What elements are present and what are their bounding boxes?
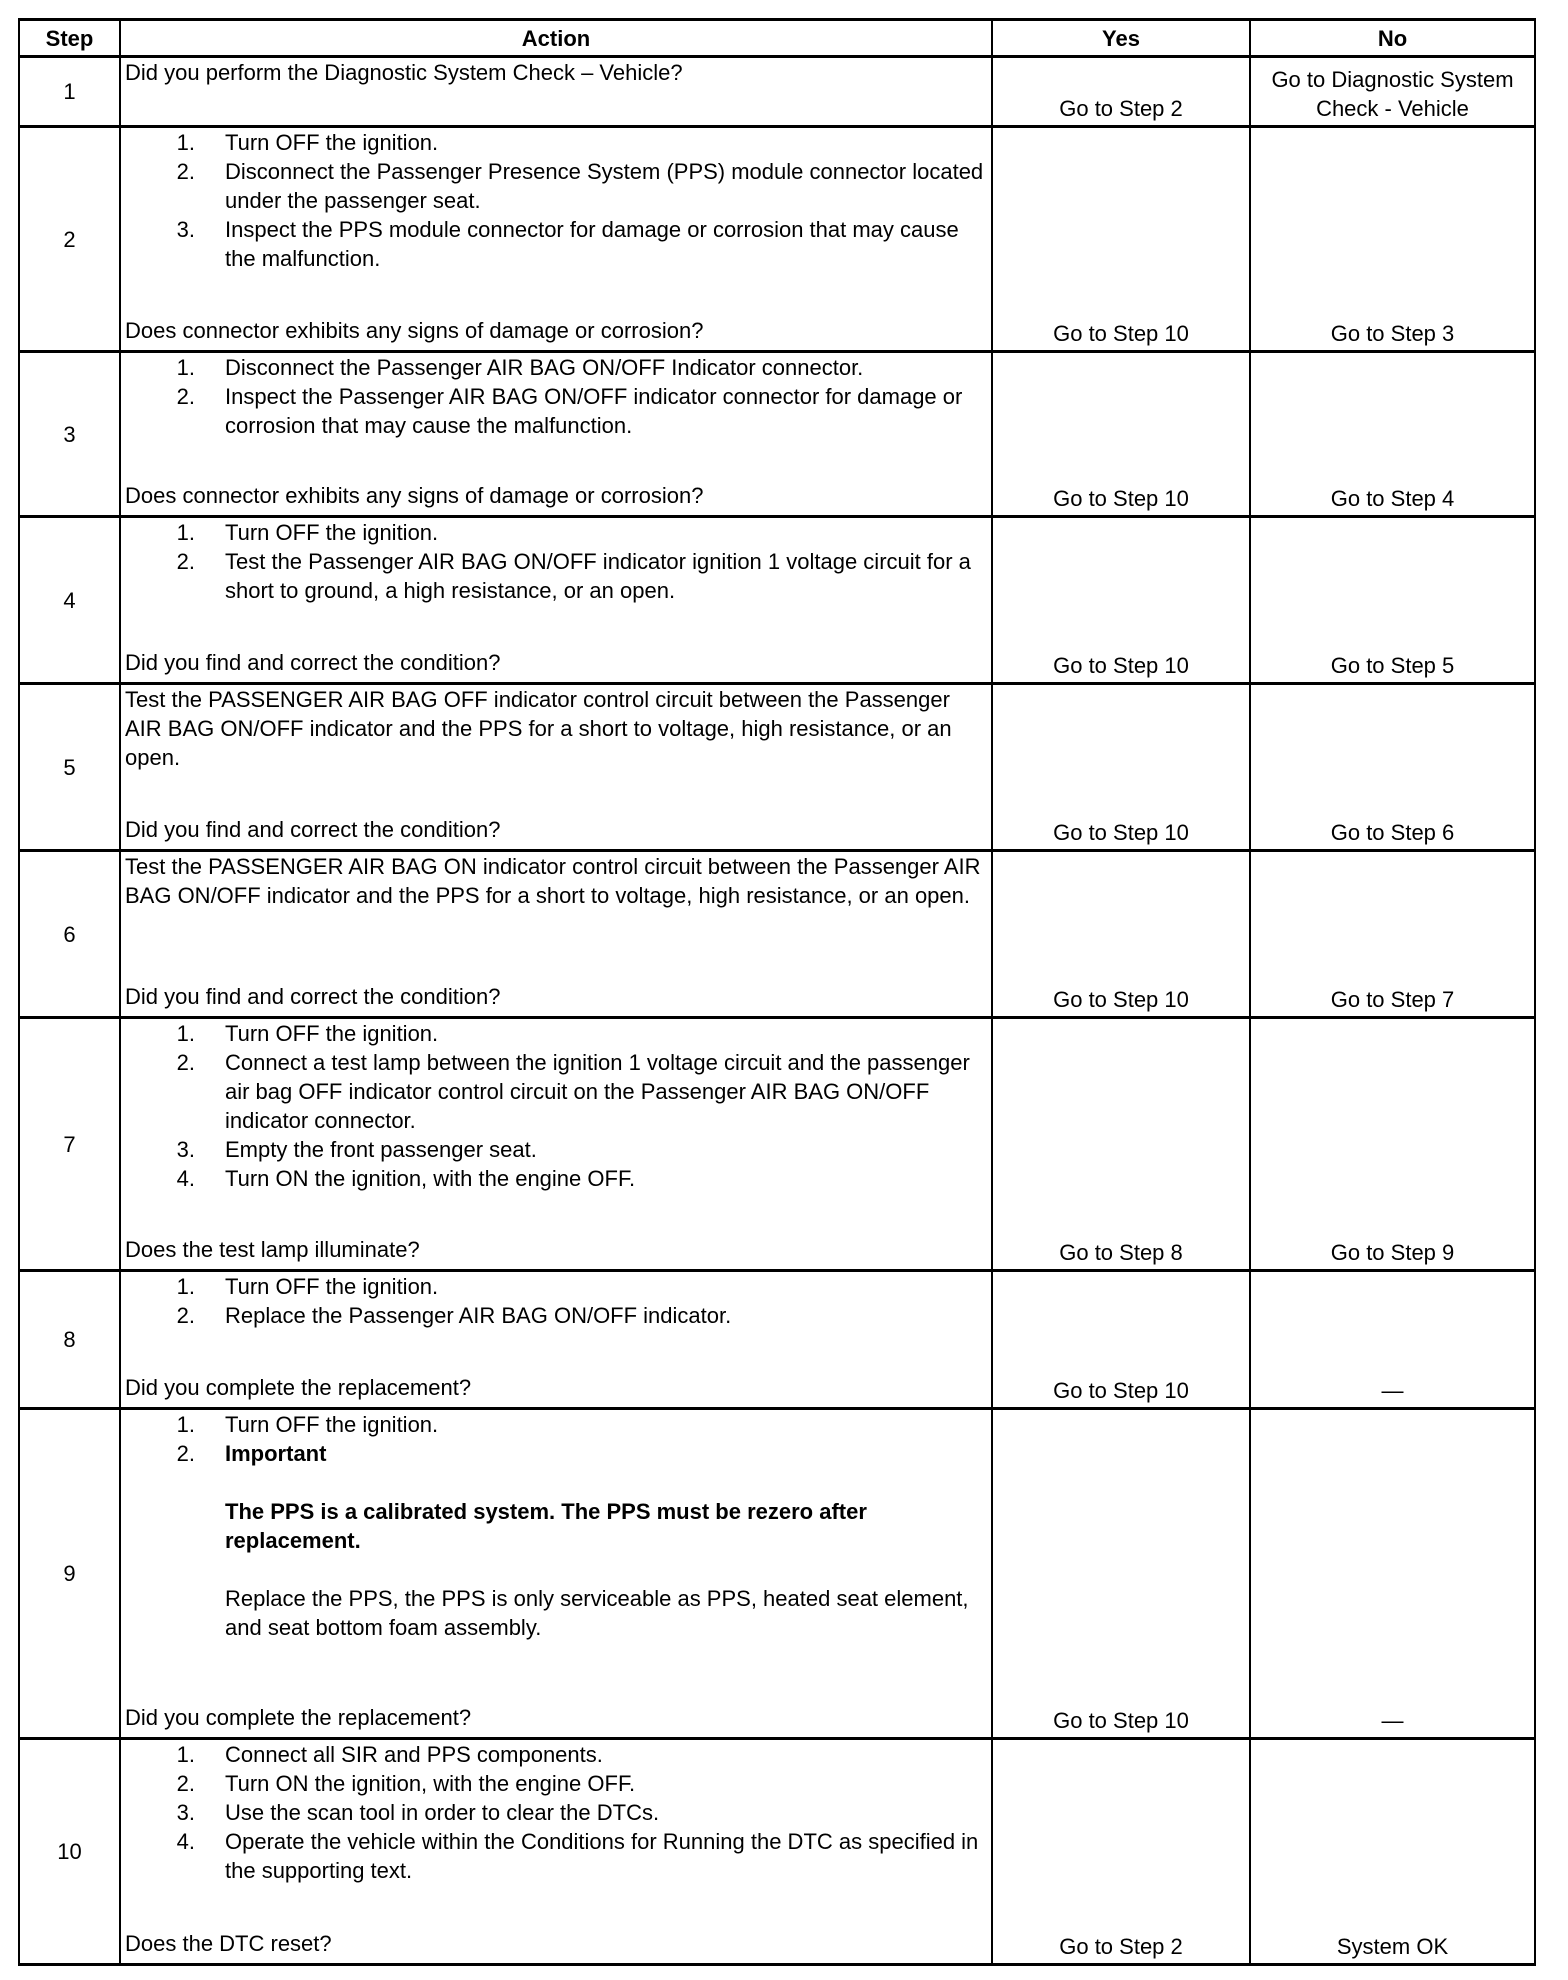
list-text: Operate the vehicle within the Conditions for Running the DTC as specified in the supporting text. xyxy=(225,1829,979,1883)
question-text: Did you find and correct the condition? xyxy=(125,650,501,675)
list-text: Turn ON the ignition, with the engine OFF. xyxy=(225,1166,636,1191)
action-cell xyxy=(120,57,992,127)
note-text: Replace the PPS, the PPS is only serviceable as PPS, heated seat element, and seat bottom foam assembly. xyxy=(225,1586,969,1640)
action-content xyxy=(121,1272,991,1404)
table-row xyxy=(19,684,1535,851)
list-number: 3. xyxy=(176,217,195,242)
question-text: Does the DTC reset? xyxy=(125,1931,332,1956)
action-content xyxy=(121,1740,991,1960)
list-item xyxy=(125,1301,987,1330)
list-item xyxy=(125,547,987,605)
action-cell xyxy=(120,684,992,851)
list-number: 1. xyxy=(176,1742,195,1767)
list-item xyxy=(125,518,987,547)
no-result: — xyxy=(1250,1409,1535,1739)
spacer xyxy=(125,1468,987,1497)
action-instructions xyxy=(125,353,987,440)
action-content xyxy=(121,128,991,347)
header-action: Action xyxy=(120,20,992,57)
list-text: Use the scan tool in order to clear the DTCs. xyxy=(225,1800,660,1825)
step-number: 2 xyxy=(19,127,120,352)
list-item xyxy=(125,215,987,273)
list-item xyxy=(125,1135,987,1164)
header-yes: Yes xyxy=(992,20,1250,57)
list-text: Turn OFF the ignition. xyxy=(225,520,439,545)
table-row xyxy=(19,1739,1535,1965)
yes-result: Go to Step 2 xyxy=(992,1739,1250,1965)
no-result: Go to Step 6 xyxy=(1250,684,1535,851)
step-number: 6 xyxy=(19,851,120,1018)
action-instructions xyxy=(125,1272,987,1330)
diagnostic-table xyxy=(18,18,1536,1966)
list-text: Turn OFF the ignition. xyxy=(225,130,439,155)
list-text: Turn OFF the ignition. xyxy=(225,1274,439,1299)
list-number: 2. xyxy=(176,1441,195,1466)
action-instructions xyxy=(125,1019,987,1193)
yes-result: Go to Step 10 xyxy=(992,851,1250,1018)
step-number: 8 xyxy=(19,1271,120,1409)
action-cell xyxy=(120,352,992,517)
list-number: 1. xyxy=(176,130,195,155)
list-text: Empty the front passenger seat. xyxy=(225,1137,537,1162)
list-number: 1. xyxy=(176,1274,195,1299)
no-result: Go to Step 5 xyxy=(1250,517,1535,684)
yes-result: Go to Step 10 xyxy=(992,352,1250,517)
action-cell xyxy=(120,1739,992,1965)
list-text: Turn ON the ignition, with the engine OFF. xyxy=(225,1771,636,1796)
yes-result: Go to Step 8 xyxy=(992,1018,1250,1271)
action-content xyxy=(121,353,991,512)
list-number: 1. xyxy=(176,1021,195,1046)
header-step: Step xyxy=(19,20,120,57)
step-number: 3 xyxy=(19,352,120,517)
list-number: 3. xyxy=(176,1800,195,1825)
list-item xyxy=(125,1019,987,1048)
table-row xyxy=(19,1409,1535,1739)
list-number: 2. xyxy=(176,159,195,184)
list-number: 3. xyxy=(176,1137,195,1162)
question-text: Did you find and correct the condition? xyxy=(125,817,501,842)
list-text: Disconnect the Passenger AIR BAG ON/OFF Indicator connector. xyxy=(225,355,864,380)
no-result: Go to Step 9 xyxy=(1250,1018,1535,1271)
list-item xyxy=(125,1740,987,1769)
header-no: No xyxy=(1250,20,1535,57)
action-instructions xyxy=(125,128,987,273)
yes-result: Go to Step 10 xyxy=(992,517,1250,684)
list-number: 4. xyxy=(176,1166,195,1191)
list-item xyxy=(125,1798,987,1827)
list-item xyxy=(125,1410,987,1439)
action-instructions xyxy=(125,518,987,605)
spacer xyxy=(125,1555,987,1584)
question-text: Did you perform the Diagnostic System Check – Vehicle? xyxy=(125,60,683,85)
no-result: Go to Step 3 xyxy=(1250,127,1535,352)
list-text: Connect a test lamp between the ignition 1 voltage circuit and the passenger air bag OFF indicator control circuit on the Passenger AIR BAG ON/OFF indicator connector. xyxy=(225,1050,970,1133)
list-item xyxy=(125,128,987,157)
action-instructions xyxy=(125,1410,987,1642)
no-result: Go to Step 4 xyxy=(1250,352,1535,517)
list-number: 4. xyxy=(176,1829,195,1854)
table-row xyxy=(19,352,1535,517)
action-content xyxy=(121,1410,991,1734)
action-cell xyxy=(120,851,992,1018)
header-row xyxy=(19,20,1535,57)
action-cell xyxy=(120,1018,992,1271)
table-row xyxy=(19,1018,1535,1271)
list-item xyxy=(125,1769,987,1798)
action-cell xyxy=(120,1409,992,1739)
list-text: Turn OFF the ignition. xyxy=(225,1021,439,1046)
no-result: Go to Step 7 xyxy=(1250,851,1535,1018)
list-number: 2. xyxy=(176,1303,195,1328)
list-item xyxy=(125,382,987,440)
action-content xyxy=(121,518,991,679)
list-text: Disconnect the Passenger Presence System (PPS) module connector located under the passenger seat. xyxy=(225,159,984,213)
intro-text: Test the PASSENGER AIR BAG OFF indicator control circuit between the Passenger AIR BAG ON/OFF indicator and the PPS for a short to voltage, high resistance, or an open. xyxy=(125,687,952,770)
list-item xyxy=(125,1048,987,1135)
list-item xyxy=(125,353,987,382)
action-instructions xyxy=(125,1740,987,1885)
list-text: Inspect the PPS module connector for damage or corrosion that may cause the malfunction. xyxy=(225,217,959,271)
step-number: 9 xyxy=(19,1409,120,1739)
table-row xyxy=(19,1271,1535,1409)
no-result: — xyxy=(1250,1271,1535,1409)
list-text: Important xyxy=(225,1441,327,1466)
list-text: Replace the Passenger AIR BAG ON/OFF indicator. xyxy=(225,1303,732,1328)
question-text: Did you find and correct the condition? xyxy=(125,984,501,1009)
important-text: The PPS is a calibrated system. The PPS must be rezero after replacement. xyxy=(225,1499,867,1553)
list-number: 1. xyxy=(176,1412,195,1437)
yes-result: Go to Step 10 xyxy=(992,1271,1250,1409)
action-content xyxy=(121,685,991,846)
action-cell xyxy=(120,1271,992,1409)
list-text: Inspect the Passenger AIR BAG ON/OFF indicator connector for damage or corrosion that may cause the malfunction. xyxy=(225,384,963,438)
no-result: Go to Diagnostic System Check - Vehicle xyxy=(1250,57,1535,127)
action-content xyxy=(121,1019,991,1266)
question-text: Does the test lamp illuminate? xyxy=(125,1237,420,1262)
list-item xyxy=(125,1439,987,1468)
list-item xyxy=(125,1827,987,1885)
list-item xyxy=(125,1272,987,1301)
step-number: 4 xyxy=(19,517,120,684)
list-number: 2. xyxy=(176,384,195,409)
action-instructions xyxy=(125,852,987,910)
step-number: 10 xyxy=(19,1739,120,1965)
intro-text: Test the PASSENGER AIR BAG ON indicator control circuit between the Passenger AIR BAG ON/OFF indicator and the PPS for a short to voltage, high resistance, or an open. xyxy=(125,854,981,908)
yes-result: Go to Step 10 xyxy=(992,1409,1250,1739)
step-number: 1 xyxy=(19,57,120,127)
list-number: 2. xyxy=(176,1771,195,1796)
action-cell xyxy=(120,517,992,684)
list-text: Connect all SIR and PPS components. xyxy=(225,1742,603,1767)
no-result: System OK xyxy=(1250,1739,1535,1965)
list-item xyxy=(125,1164,987,1193)
table-row xyxy=(19,57,1535,127)
table-row xyxy=(19,127,1535,352)
list-text: Test the Passenger AIR BAG ON/OFF indicator ignition 1 voltage circuit for a short to ground, a high resistance, or an open. xyxy=(225,549,971,603)
action-content xyxy=(121,852,991,1013)
action-content xyxy=(121,58,991,122)
table-row xyxy=(19,517,1535,684)
question-text: Does connector exhibits any signs of damage or corrosion? xyxy=(125,483,704,508)
list-number: 2. xyxy=(176,549,195,574)
question-text: Did you complete the replacement? xyxy=(125,1705,472,1730)
list-number: 2. xyxy=(176,1050,195,1075)
action-instructions xyxy=(125,58,987,87)
yes-result: Go to Step 10 xyxy=(992,127,1250,352)
list-text: Turn OFF the ignition. xyxy=(225,1412,439,1437)
table-row xyxy=(19,851,1535,1018)
list-number: 1. xyxy=(176,520,195,545)
action-instructions xyxy=(125,685,987,772)
action-cell xyxy=(120,127,992,352)
question-text: Did you complete the replacement? xyxy=(125,1375,472,1400)
yes-result: Go to Step 10 xyxy=(992,684,1250,851)
list-item xyxy=(125,157,987,215)
step-number: 7 xyxy=(19,1018,120,1271)
yes-result: Go to Step 2 xyxy=(992,57,1250,127)
list-number: 1. xyxy=(176,355,195,380)
question-text: Does connector exhibits any signs of damage or corrosion? xyxy=(125,318,704,343)
step-number: 5 xyxy=(19,684,120,851)
